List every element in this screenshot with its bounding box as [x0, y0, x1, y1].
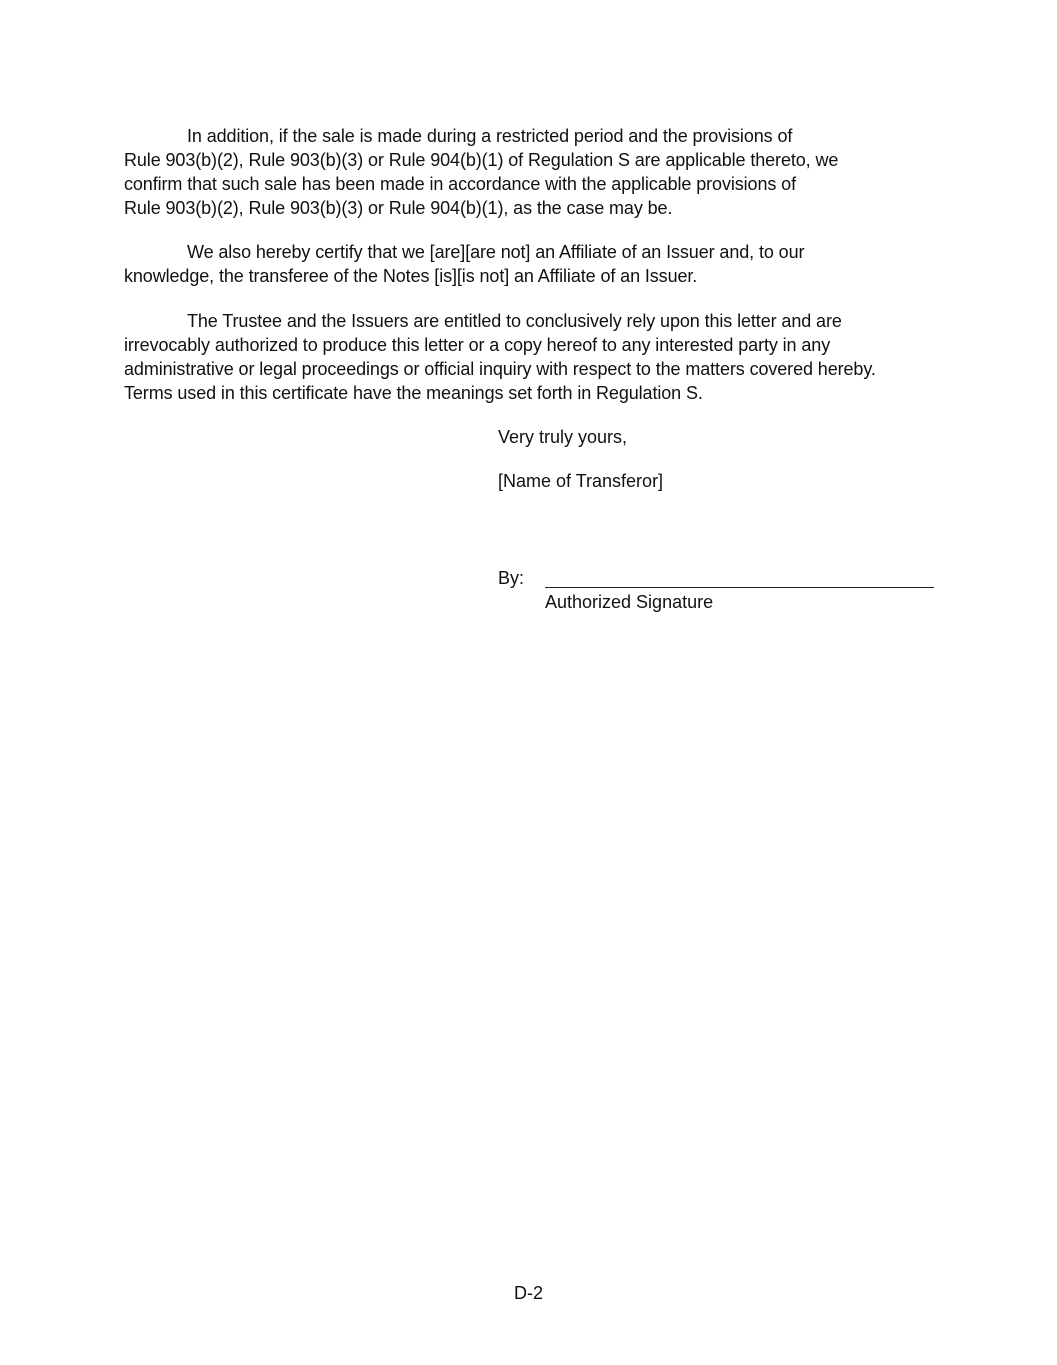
paragraph-line: Terms used in this certificate have the meanings set forth in Regulation S.	[124, 383, 703, 403]
paragraph-affiliate-certification	[124, 240, 939, 288]
paragraph-line: irrevocably authorized to produce this letter or a copy hereof to any interested party in any	[124, 335, 831, 355]
paragraph-line: In addition, if the sale is made during a restricted period and the provisions of	[187, 126, 793, 146]
signature-caption: Authorized Signature	[545, 592, 714, 612]
paragraph-line: Rule 903(b)(2), Rule 903(b)(3) or Rule 904(b)(1) of Regulation S are applicable thereto, we	[124, 150, 839, 170]
page-number: D-2	[513, 1283, 543, 1303]
paragraph-reliance	[124, 309, 939, 405]
paragraph-line: The Trustee and the Issuers are entitled to conclusively rely upon this letter and are	[187, 311, 842, 331]
paragraph-line: We also hereby certify that we [are][are not] an Affiliate of an Issuer and, to our	[187, 242, 805, 262]
transferor-name-placeholder: [Name of Transferor]	[498, 471, 664, 491]
paragraph-line: Rule 903(b)(2), Rule 903(b)(3) or Rule 904(b)(1), as the case may be.	[124, 198, 673, 218]
paragraph-restricted-period	[124, 124, 939, 220]
paragraph-line: administrative or legal proceedings or official inquiry with respect to the matters covered hereby.	[124, 359, 876, 379]
signature-by-label: By:	[498, 568, 525, 588]
closing-salutation: Very truly yours,	[498, 427, 628, 447]
paragraph-line: confirm that such sale has been made in accordance with the applicable provisions of	[124, 174, 796, 194]
paragraph-line: knowledge, the transferee of the Notes [is][is not] an Affiliate of an Issuer.	[124, 266, 698, 286]
signature-line	[545, 587, 934, 588]
